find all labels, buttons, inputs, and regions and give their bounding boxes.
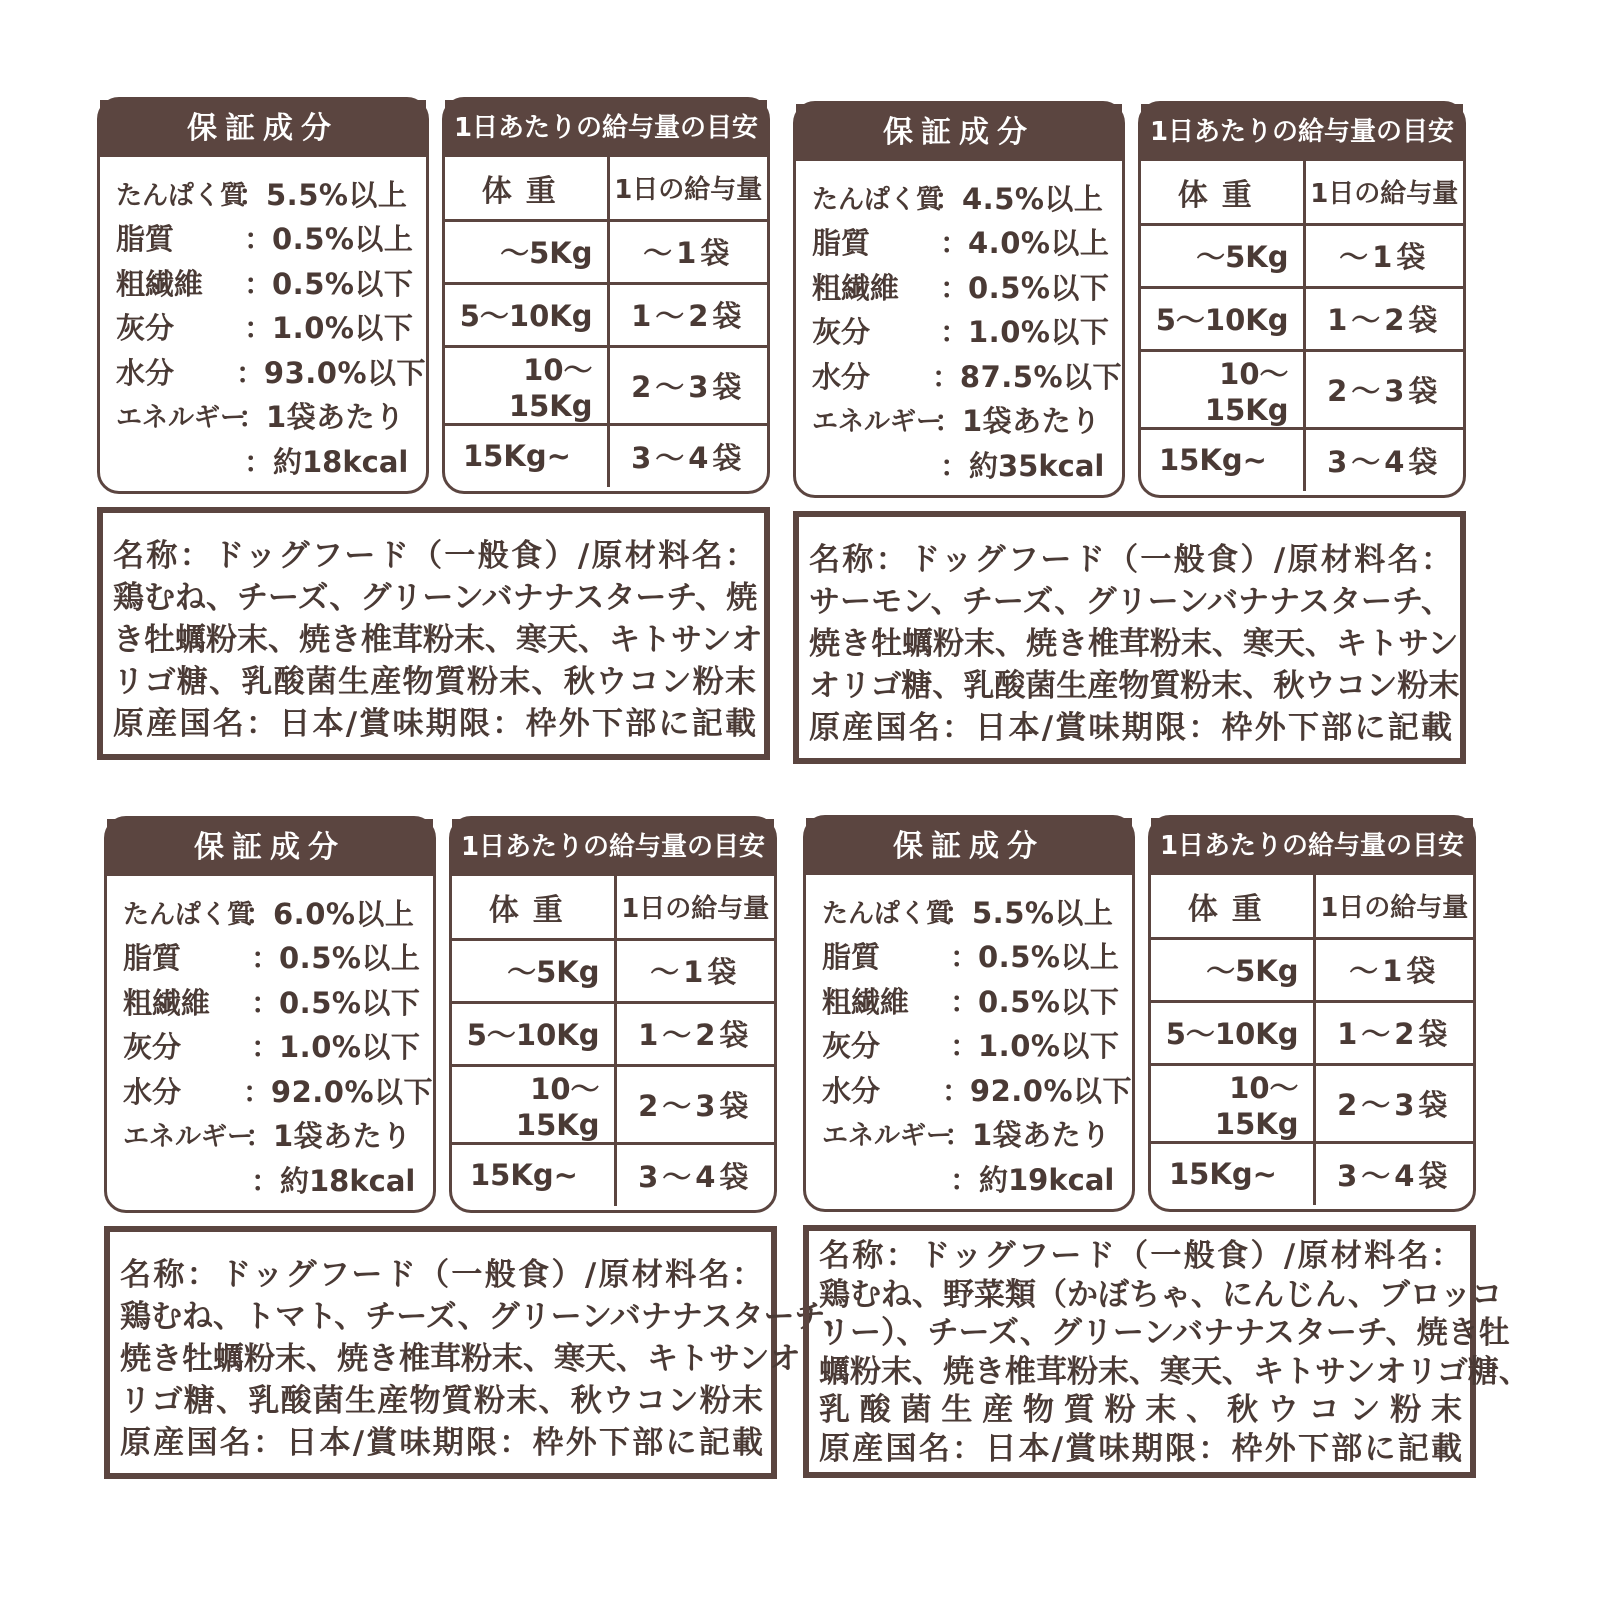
ingredient-line: 鶏むね、トマト、チーズ、グリーンバナナスターチ、: [120, 1299, 855, 1335]
ingredients-box: [793, 511, 1466, 764]
analysis-value: 5.5%以上: [266, 177, 408, 212]
weight-cell: 15Kg~: [445, 424, 608, 487]
analysis-row: [822, 934, 1132, 979]
analysis-value: 0.5%以上: [272, 222, 414, 257]
amount-cell: ～1袋: [615, 939, 774, 1002]
amount-cell: 3～4袋: [631, 440, 746, 475]
analysis-row: [812, 175, 1122, 220]
amount-cell: ～1袋: [1304, 224, 1463, 287]
weight-cell: 5～10Kg: [452, 1002, 615, 1065]
ingredient-line: 原産国名：日本/賞味期限：枠外下部に記載: [120, 1425, 763, 1461]
feeding-row: [1141, 224, 1463, 287]
analysis-key: 粗繊維: [812, 270, 900, 305]
weight-cell: ～5Kg: [1141, 224, 1304, 287]
analysis-value: 1袋あたり: [962, 404, 1101, 439]
colon-separator: ：: [245, 896, 275, 931]
analysis-key: たんぱく質: [116, 180, 247, 211]
analysis-value: 87.5%以下: [959, 359, 1122, 394]
analysis-key: 脂質: [822, 940, 881, 975]
feeding-guide-box: [449, 816, 777, 1213]
ingredient-line: サーモン、チーズ、グリーンバナナスターチ、: [809, 584, 1452, 620]
energy-value: ：約18kcal: [251, 1163, 416, 1198]
colon-separator: ：: [940, 226, 970, 261]
colon-separator: ：: [242, 1074, 272, 1109]
amount-cell: 1～2袋: [1304, 287, 1463, 350]
analysis-row: [116, 260, 426, 305]
analysis-row: [116, 394, 426, 439]
product-label-panel: [793, 101, 1478, 781]
analysis-row: [822, 889, 1132, 934]
analysis-row: [116, 305, 426, 350]
analysis-key: 灰分: [123, 1030, 182, 1065]
amount-cell: 2～3袋: [1314, 1064, 1473, 1142]
analysis-key: 粗繊維: [116, 266, 204, 301]
analysis-row: [812, 353, 1122, 398]
analysis-row: [116, 349, 426, 394]
colon-separator: ：: [251, 941, 281, 976]
colon-separator: ：: [931, 359, 961, 394]
col-header-amount: 1日の給与量: [1304, 161, 1463, 224]
weight-cell: 10～15Kg: [452, 1065, 615, 1143]
weight-cell: 10～15Kg: [1141, 350, 1304, 428]
analysis-row: [123, 935, 433, 980]
analysis-key: 水分: [822, 1073, 881, 1108]
ingredient-line: 蠣粉末、焼き椎茸粉末、寒天、キトサンオリゴ糖、: [819, 1353, 1530, 1390]
analysis-row: [123, 890, 433, 935]
feeding-rows: [445, 220, 767, 487]
ingredient-line: 焼き牡蠣粉末、焼き椎茸粉末、寒天、キトサン: [809, 626, 1459, 662]
guaranteed-analysis-header: 保証成分: [806, 818, 1132, 875]
feeding-row: [1151, 1064, 1473, 1142]
amount-cell: ～1袋: [608, 220, 767, 283]
analysis-key: たんぱく質: [123, 899, 254, 930]
energy-value: ：約35kcal: [940, 448, 1105, 483]
guaranteed-analysis-header: 保証成分: [796, 104, 1122, 161]
weight-cell: 10～15Kg: [445, 346, 608, 424]
colon-separator: ：: [950, 984, 980, 1019]
amount-cell: 3～4袋: [638, 1159, 753, 1194]
analysis-key: 水分: [116, 355, 175, 390]
analysis-row: [822, 1023, 1132, 1068]
analysis-value: 0.5%以下: [272, 266, 414, 301]
feeding-rows: [452, 939, 774, 1206]
energy-value: ：約18kcal: [244, 444, 409, 479]
product-label-panel: [97, 97, 782, 777]
analysis-key: エネルギー: [116, 403, 247, 434]
analysis-value: 1.0%以下: [978, 1029, 1120, 1064]
analysis-key: エネルギー: [822, 1121, 953, 1152]
feeding-row: [445, 283, 767, 346]
ingredient-line: リー）、チーズ、グリーンバナナスターチ、焼き牡: [819, 1315, 1510, 1351]
analysis-key: 粗繊維: [822, 984, 910, 1019]
analysis-key: 灰分: [812, 315, 871, 350]
feeding-guide-header: 1日あたりの給与量の目安: [1151, 818, 1473, 875]
colon-separator: ：: [251, 1030, 281, 1065]
feeding-row: [452, 939, 774, 1002]
analysis-key: たんぱく質: [812, 184, 943, 215]
product-label-panel: [104, 816, 855, 1496]
analysis-row: [812, 264, 1122, 309]
analysis-key: 水分: [812, 359, 871, 394]
guaranteed-analysis-box: [104, 816, 436, 1213]
colon-separator: ：: [244, 311, 274, 346]
amount-cell: 1～2袋: [1314, 1001, 1473, 1064]
ingredient-line: 原産国名：日本/賞味期限：枠外下部に記載: [809, 710, 1452, 746]
guaranteed-analysis-header: 保証成分: [107, 819, 433, 876]
analysis-row: [812, 398, 1122, 443]
weight-cell: ～5Kg: [452, 939, 615, 1002]
analysis-value: 1.0%以下: [272, 311, 414, 346]
ingredient-line: 名称：ドッグフード（一般食）/原材料名：: [120, 1257, 763, 1293]
feeding-row: [1141, 428, 1463, 491]
analysis-row: [812, 309, 1122, 354]
analysis-row: [822, 978, 1132, 1023]
ingredient-line: オリゴ糖、乳酸菌生産物質粉末、秋ウコン粉末: [809, 668, 1460, 704]
colon-separator: ：: [940, 315, 970, 350]
ingredient-line: 鶏むね、チーズ、グリーンバナナスターチ、焼: [113, 580, 758, 616]
analysis-value: 1袋あたり: [266, 400, 405, 435]
analysis-value: 5.5%以上: [972, 895, 1114, 930]
ingredient-line: 名称：ドッグフード（一般食）/原材料名：: [819, 1238, 1462, 1274]
weight-cell: 5～10Kg: [1151, 1001, 1314, 1064]
col-header-weight: 体重: [1151, 875, 1314, 938]
colon-separator: ：: [941, 1073, 971, 1108]
colon-separator: ：: [944, 1118, 974, 1153]
ingredients-box: [104, 1226, 855, 1479]
colon-separator: ：: [238, 177, 268, 212]
col-header-amount: 1日の給与量: [1314, 875, 1473, 938]
col-header-amount: 1日の給与量: [615, 876, 774, 939]
amount-cell: 3～4袋: [1337, 1158, 1452, 1193]
feeding-row: [1151, 1142, 1473, 1205]
analysis-row: [123, 1068, 433, 1113]
colon-separator: ：: [934, 181, 964, 216]
analysis-value: 4.0%以上: [968, 226, 1110, 261]
analysis-value: 0.5%以下: [279, 985, 421, 1020]
colon-separator: ：: [950, 940, 980, 975]
feeding-guide-box: [1138, 101, 1466, 498]
ingredient-line: 名称：ドッグフード（一般食）/原材料名：: [113, 538, 756, 574]
energy-value: ：約19kcal: [950, 1162, 1115, 1197]
feeding-table: [1141, 161, 1463, 491]
feeding-row: [452, 1002, 774, 1065]
amount-cell: 2～3袋: [615, 1065, 774, 1143]
analysis-row: [116, 171, 426, 216]
col-header-weight: 体重: [445, 157, 608, 220]
analysis-value: 1.0%以下: [279, 1030, 421, 1065]
colon-separator: ：: [235, 355, 265, 390]
col-header-weight: 体重: [452, 876, 615, 939]
ingredient-line: 原産国名：日本/賞味期限：枠外下部に記載: [113, 706, 756, 742]
analysis-row: [822, 1112, 1132, 1157]
colon-separator: ：: [940, 270, 970, 305]
feeding-guide-box: [1148, 815, 1476, 1212]
analysis-row: [123, 1024, 433, 1069]
analysis-value: 0.5%以下: [968, 270, 1110, 305]
analysis-value: 0.5%以上: [279, 941, 421, 976]
analysis-row: [116, 216, 426, 261]
ingredient-line: 焼き牡蠣粉末、焼き椎茸粉末、寒天、キトサンオ: [120, 1341, 801, 1377]
analysis-row: [822, 1067, 1132, 1112]
feeding-table: [445, 157, 767, 487]
analysis-rows: [100, 157, 426, 483]
feeding-row: [1141, 350, 1463, 428]
colon-separator: ：: [934, 404, 964, 439]
analysis-value: 93.0%以下: [263, 355, 426, 390]
feeding-row: [445, 346, 767, 424]
ingredient-line: 原産国名：日本/賞味期限：枠外下部に記載: [819, 1430, 1462, 1467]
analysis-key: 脂質: [123, 941, 182, 976]
weight-cell: 10～15Kg: [1151, 1064, 1314, 1142]
analysis-key: エネルギー: [812, 407, 943, 438]
ingredient-line: 名称：ドッグフード（一般食）/原材料名：: [809, 542, 1452, 578]
analysis-rows: [796, 161, 1122, 487]
analysis-value: 4.5%以上: [962, 181, 1104, 216]
weight-cell: 15Kg~: [1141, 428, 1304, 491]
weight-cell: 5～10Kg: [445, 283, 608, 346]
colon-separator: ：: [238, 400, 268, 435]
ingredients-box: [803, 1225, 1530, 1478]
analysis-row: [123, 1113, 433, 1158]
analysis-key: 脂質: [812, 226, 871, 261]
ingredient-line: 鶏むね、野菜類（かぼちゃ、にんじん、ブロッコ: [819, 1276, 1503, 1313]
analysis-value: 1.0%以下: [968, 315, 1110, 350]
weight-cell: 5～10Kg: [1141, 287, 1304, 350]
colon-separator: ：: [245, 1119, 275, 1154]
weight-cell: 15Kg~: [452, 1143, 615, 1206]
colon-separator: ：: [244, 266, 274, 301]
analysis-value: 0.5%以下: [978, 984, 1120, 1019]
feeding-rows: [1141, 224, 1463, 491]
feeding-guide-header: 1日あたりの給与量の目安: [445, 100, 767, 157]
guaranteed-analysis-header: 保証成分: [100, 100, 426, 157]
analysis-key: 粗繊維: [123, 985, 211, 1020]
analysis-key: 灰分: [822, 1029, 881, 1064]
ingredient-line: 乳酸菌生産物質粉末、秋ウコン粉末: [819, 1392, 1462, 1428]
product-label-panel: [803, 815, 1530, 1495]
weight-cell: ～5Kg: [1151, 938, 1314, 1001]
feeding-table: [1151, 875, 1473, 1205]
feeding-row: [452, 1065, 774, 1143]
feeding-row: [445, 220, 767, 283]
col-header-weight: 体重: [1141, 161, 1304, 224]
amount-cell: 1～2袋: [615, 1002, 774, 1065]
analysis-key: たんぱく質: [822, 898, 953, 929]
weight-cell: 15Kg~: [1151, 1142, 1314, 1205]
analysis-value: 92.0%以下: [969, 1073, 1132, 1108]
amount-cell: 2～3袋: [1304, 350, 1463, 428]
analysis-rows: [107, 876, 433, 1202]
feeding-rows: [1151, 938, 1473, 1205]
analysis-value: 0.5%以上: [978, 940, 1120, 975]
analysis-key: エネルギー: [123, 1122, 254, 1153]
analysis-row: [123, 979, 433, 1024]
ingredient-line: リゴ糖、乳酸菌生産物質粉末、秋ウコン粉末: [113, 664, 756, 700]
amount-cell: ～1袋: [1314, 938, 1473, 1001]
colon-separator: ：: [251, 985, 281, 1020]
guaranteed-analysis-box: [803, 815, 1135, 1212]
feeding-row: [445, 424, 767, 487]
ingredient-line: リゴ糖、乳酸菌生産物質粉末、秋ウコン粉末: [120, 1383, 763, 1419]
colon-separator: ：: [950, 1029, 980, 1064]
weight-cell: ～5Kg: [445, 220, 608, 283]
colon-separator: ：: [244, 222, 274, 257]
col-header-amount: 1日の給与量: [608, 157, 767, 220]
analysis-value: 6.0%以上: [273, 896, 415, 931]
amount-cell: 1～2袋: [608, 283, 767, 346]
analysis-value: 92.0%以下: [270, 1074, 433, 1109]
analysis-value: 1袋あたり: [972, 1118, 1111, 1153]
analysis-rows: [806, 875, 1132, 1201]
feeding-row: [452, 1143, 774, 1206]
feeding-guide-header: 1日あたりの給与量の目安: [452, 819, 774, 876]
ingredients-box: [97, 507, 770, 760]
amount-cell: 3～4袋: [1327, 444, 1442, 479]
amount-cell: 2～3袋: [608, 346, 767, 424]
analysis-value: 1袋あたり: [273, 1119, 412, 1154]
analysis-key: 灰分: [116, 311, 175, 346]
feeding-row: [1151, 1001, 1473, 1064]
analysis-key: 脂質: [116, 222, 175, 257]
analysis-row: [812, 220, 1122, 265]
colon-separator: ：: [944, 895, 974, 930]
analysis-key: 水分: [123, 1074, 182, 1109]
feeding-guide-box: [442, 97, 770, 494]
feeding-row: [1141, 287, 1463, 350]
guaranteed-analysis-box: [793, 101, 1125, 498]
ingredient-line: き牡蠣粉末、焼き椎茸粉末、寒天、キトサンオ: [113, 622, 763, 658]
guaranteed-analysis-box: [97, 97, 429, 494]
feeding-table: [452, 876, 774, 1206]
feeding-row: [1151, 938, 1473, 1001]
feeding-guide-header: 1日あたりの給与量の目安: [1141, 104, 1463, 161]
